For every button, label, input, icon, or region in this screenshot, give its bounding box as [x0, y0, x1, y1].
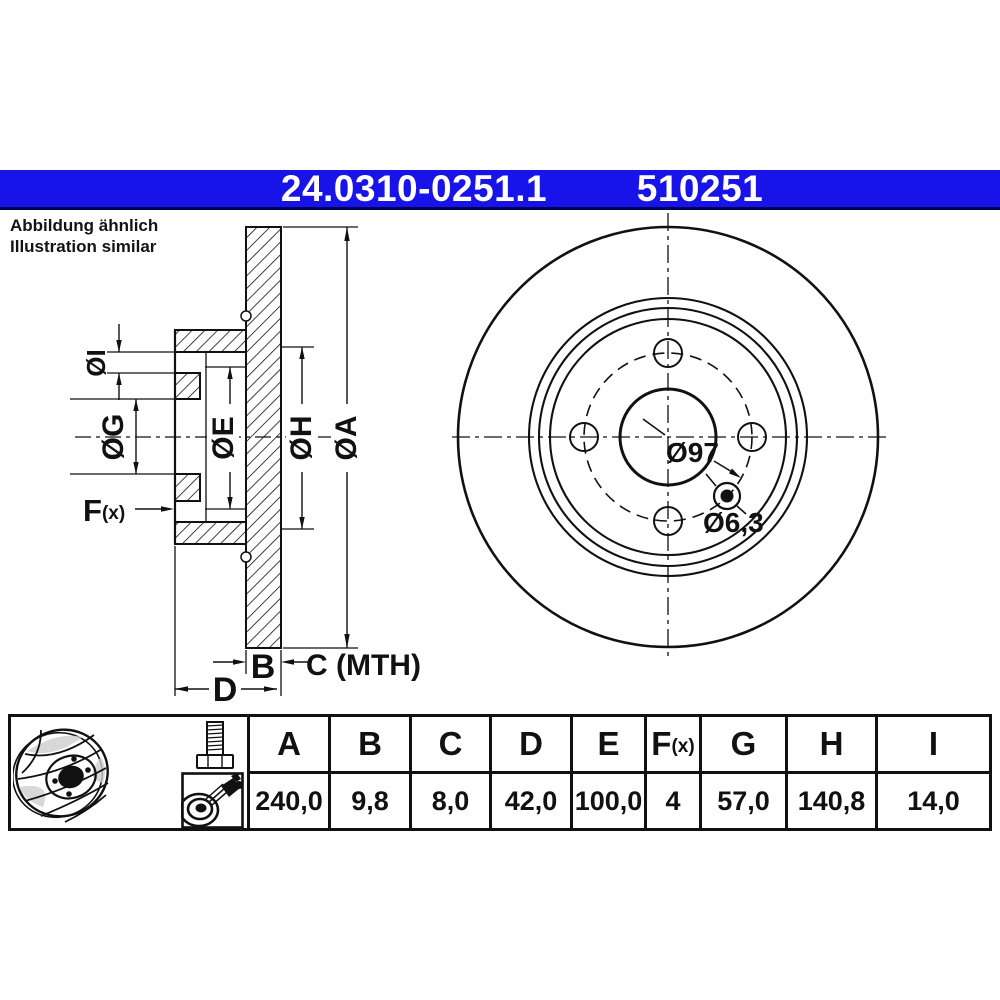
- spec-col-e: E: [573, 717, 644, 771]
- spec-col-h: H: [788, 717, 875, 771]
- spec-col-b: B: [331, 717, 409, 771]
- spec-col-f: F (x): [647, 717, 699, 771]
- spec-col-i: I: [878, 717, 989, 771]
- spec-col-c: C: [412, 717, 489, 771]
- section-disc-plate: [246, 227, 281, 648]
- dim-label-b: B: [250, 648, 276, 686]
- spec-value-a: 240,0: [250, 774, 328, 828]
- label-bolt-circle-dia: Ø97: [666, 437, 719, 468]
- dim-label-c-mth: C (MTH): [306, 649, 421, 682]
- spec-value-d: 42,0: [492, 774, 570, 828]
- dim-label-i: ØI: [81, 349, 111, 377]
- spec-value-b: 9,8: [331, 774, 409, 828]
- spec-value-h: 140,8: [788, 774, 875, 828]
- spec-icon-cell: [11, 717, 247, 828]
- spec-value-i: 14,0: [878, 774, 989, 828]
- dim-label-d: D: [212, 671, 238, 709]
- dim-label-h: ØH: [285, 415, 318, 461]
- wheel-bolt-icon: [195, 719, 235, 771]
- cross-section-view: [70, 227, 421, 709]
- front-view: [452, 213, 888, 660]
- spec-value-f: 4: [647, 774, 699, 828]
- note-line-de: Abbildung ähnlich: [10, 216, 159, 235]
- label-locating-hole-dia: Ø6,3: [703, 507, 764, 538]
- dim-label-a: ØA: [330, 415, 363, 461]
- spec-col-g: G: [702, 717, 785, 771]
- grooved-brake-disc-icon: [13, 721, 115, 825]
- spec-value-c: 8,0: [412, 774, 489, 828]
- dim-label-e: ØE: [207, 416, 240, 460]
- spec-col-d: D: [492, 717, 570, 771]
- part-number: 24.0310-0251.1: [280, 168, 548, 209]
- dim-label-g: ØG: [97, 413, 130, 461]
- spec-value-e: 100,0: [573, 774, 644, 828]
- anticorrosion-spray-icon: [181, 772, 244, 829]
- dim-label-f: F(x): [83, 493, 126, 528]
- reference-number: 510251: [636, 168, 764, 209]
- spec-value-g: 57,0: [702, 774, 785, 828]
- spec-table: [8, 714, 992, 831]
- note-line-en: Illustration similar: [10, 237, 157, 256]
- spec-col-a: A: [250, 717, 328, 771]
